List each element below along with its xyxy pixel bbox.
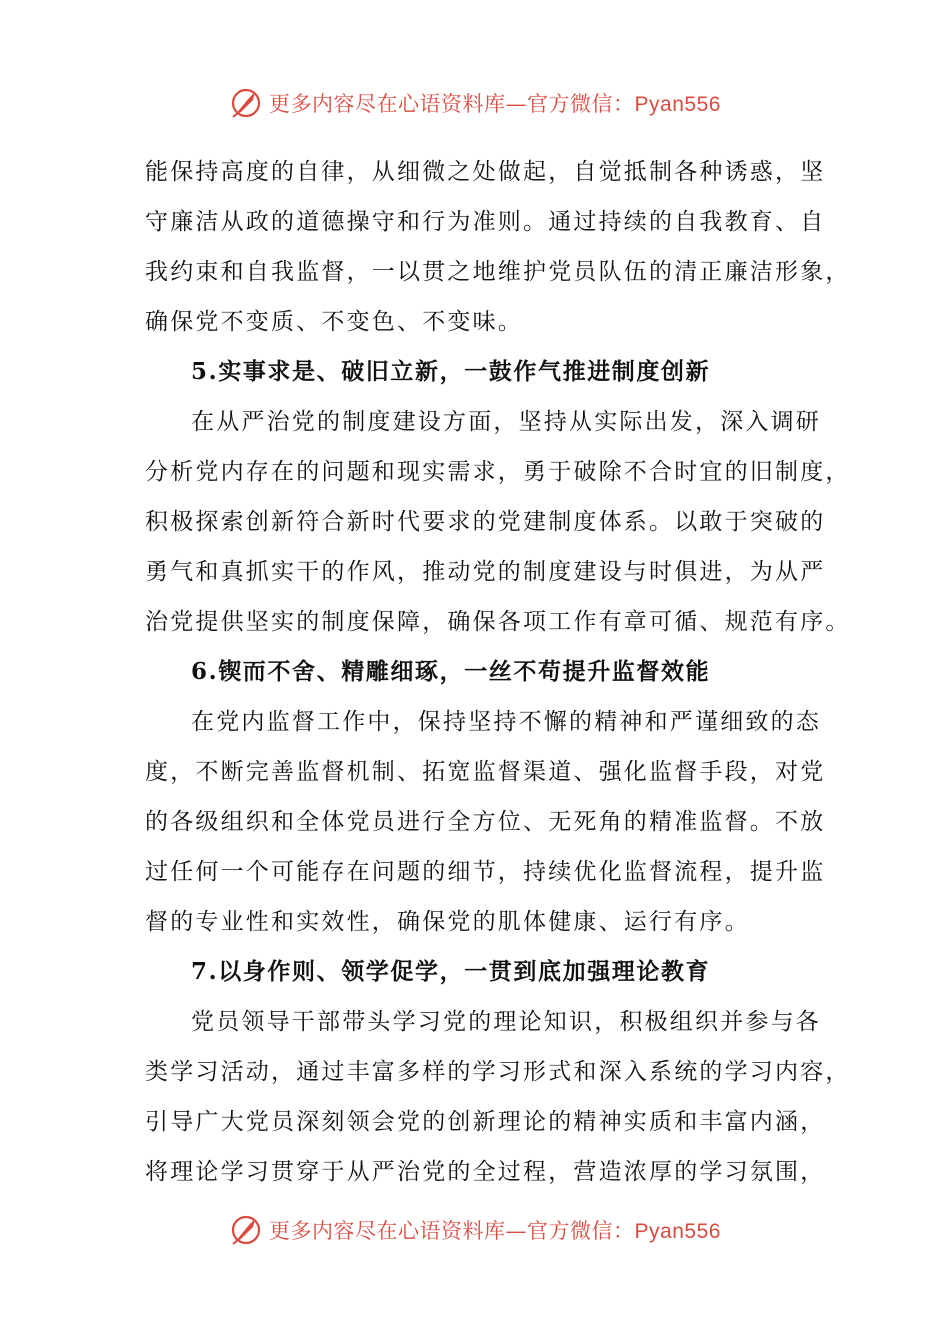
section-heading: 5.实事求是、破旧立新，一鼓作气推进制度创新 — [191, 358, 711, 385]
paragraph-line: 的各级组织和全体党员进行全方位、无死角的精准监督。不放 — [145, 809, 826, 835]
paragraph-line: 能保持高度的自律，从细微之处做起，自觉抵制各种诱惑，坚 — [145, 159, 826, 185]
paragraph-line: 我约束和自我监督，一以贯之地维护党员队伍的清正廉洁形象， — [145, 259, 851, 285]
footer-watermark — [0, 1210, 950, 1250]
paragraph-line: 分析党内存在的问题和现实需求，勇于破除不合时宜的旧制度， — [145, 459, 851, 485]
watermark-text: 更多内容尽在心语资料库—官方微信：Pyan556 — [269, 92, 721, 116]
header-watermark — [0, 83, 950, 123]
quill-pen-logo-icon — [229, 86, 263, 120]
paragraph-line: 在党内监督工作中，保持坚持不懈的精神和严谨细致的态 — [191, 709, 821, 735]
paragraph-line: 党员领导干部带头学习党的理论知识，积极组织并参与各 — [191, 1009, 821, 1035]
paragraph-line: 勇气和真抓实干的作风，推动党的制度建设与时俱进，为从严 — [145, 559, 826, 585]
paragraph-line: 引导广大党员深刻领会党的创新理论的精神实质和丰富内涵， — [145, 1109, 826, 1135]
paragraph-line: 积极探索创新符合新时代要求的党建制度体系。以敢于突破的 — [145, 509, 826, 535]
paragraph-line: 守廉洁从政的道德操守和行为准则。通过持续的自我教育、自 — [145, 209, 826, 235]
paragraph-line: 治党提供坚实的制度保障，确保各项工作有章可循、规范有序。 — [145, 609, 851, 635]
paragraph-line: 督的专业性和实效性，确保党的肌体健康、运行有序。 — [145, 909, 750, 935]
paragraph-line: 过任何一个可能存在问题的细节，持续优化监督流程，提升监 — [145, 859, 826, 885]
quill-pen-logo-icon — [229, 1213, 263, 1247]
document-body — [145, 147, 851, 1197]
paragraph-line: 将理论学习贯穿于从严治党的全过程，营造浓厚的学习氛围， — [145, 1159, 826, 1185]
paragraph-line: 度，不断完善监督机制、拓宽监督渠道、强化监督手段，对党 — [145, 759, 826, 785]
paragraph-line: 类学习活动，通过丰富多样的学习形式和深入系统的学习内容， — [145, 1059, 851, 1085]
paragraph-line: 确保党不变质、不变色、不变味。 — [145, 309, 523, 335]
watermark-text: 更多内容尽在心语资料库—官方微信：Pyan556 — [269, 1219, 721, 1243]
paragraph-line: 在从严治党的制度建设方面，坚持从实际出发，深入调研 — [191, 409, 821, 435]
section-heading: 7.以身作则、领学促学，一贯到底加强理论教育 — [191, 958, 711, 985]
section-heading: 6.锲而不舍、精雕细琢，一丝不苟提升监督效能 — [191, 658, 711, 685]
